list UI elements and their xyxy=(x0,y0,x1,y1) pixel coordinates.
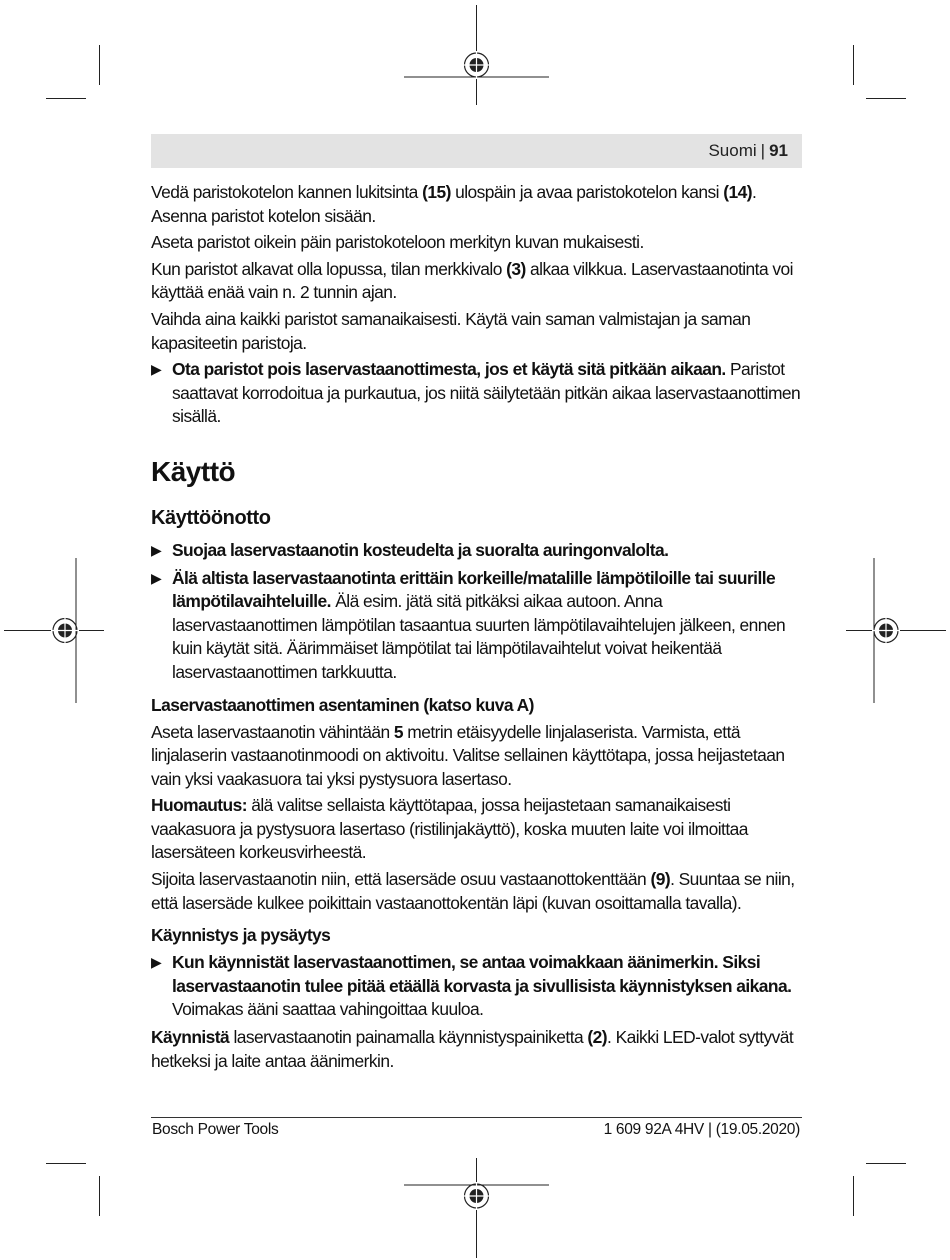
paragraph xyxy=(151,794,802,865)
paragraph xyxy=(151,181,802,228)
text: älä valitse sellaista käyttötapaa, jossa heijastetaan samanaikaisesti vaakasuora ja pystysuora lasertaso (ristilinjakäyttö), koska muuten laite voi ilmoittaa lasersäteen korkeusvirheestä. xyxy=(151,795,748,863)
crop-mark xyxy=(46,1163,86,1164)
paragraph xyxy=(151,258,802,305)
bold-term: Käynnistä xyxy=(151,1027,230,1048)
minor-heading: Laservastaanottimen asentaminen (katso kuva A) xyxy=(151,694,534,715)
bullet-bold-text: Kun käynnistät laservastaanottimen, se antaa voimakkaan äänimerkin. Siksi laservastaanotin tulee pitää etäällä korvasta ja sivullisista käynnistyksen aikana. xyxy=(172,952,792,996)
note-label: Huomautus: xyxy=(151,795,247,816)
text: . Asenna paristot kotelon sisään. xyxy=(151,182,757,226)
text: Sijoita laservastaanotin niin, että lasersäde osuu vastaanottokenttään xyxy=(151,869,651,890)
warning-bullet xyxy=(151,951,802,1022)
header-separator: | xyxy=(760,141,766,160)
crop-mark xyxy=(853,45,854,85)
distance-value: 5 xyxy=(393,721,404,742)
text: . Kaikki LED-valot syttyvät hetkeksi ja laite antaa äänimerkin. xyxy=(151,1027,794,1071)
text: alkaa vilkkua. Laservastaanotinta voi käyttää enää vain n. 2 tunnin ajan. xyxy=(151,258,793,303)
text: Älä esim. jätä sitä pitkäksi aikaa autoon. Anna laservastaanottimen lämpötilan tasaantua suurten lämpötilavaihtelujen jälkeen, ennen kuin käytät sitä. Äärimmäiset lämpötilat tai lämpötilavaihtelut voivat heikentää laservastaanottimen tarkkuutta. xyxy=(172,591,786,682)
paragraph xyxy=(151,868,802,915)
page-header xyxy=(151,134,802,168)
footer-brand: Bosch Power Tools xyxy=(152,1121,279,1138)
warning-bullet xyxy=(151,358,802,429)
registration-mark-icon xyxy=(4,558,104,703)
bullet-triangle-icon: ▶ xyxy=(151,361,162,378)
bullet-bold-text: Ota paristot pois laservastaanottimesta, jos et käytä sitä pitkään aikaan. xyxy=(172,359,726,380)
crop-mark xyxy=(99,45,100,85)
registration-mark-icon xyxy=(404,1158,549,1258)
reference-number: (14) xyxy=(723,182,752,202)
paragraph: Aseta paristot oikein päin paristokoteloon merkityn kuvan mukaisesti. xyxy=(151,232,644,253)
text: Paristot saattavat korrodoitua ja purkautua, jos niitä säilytetään pitkän aikaa laservastaanottimen sisällä. xyxy=(172,359,801,427)
text: Voimakas ääni saattaa vahingoittaa kuuloa. xyxy=(172,999,484,1020)
reference-number: (15) xyxy=(422,182,451,202)
minor-heading: Käynnistys ja pysäytys xyxy=(151,925,331,946)
reference-number: (2) xyxy=(587,1027,607,1048)
crop-mark xyxy=(99,1176,100,1216)
text: laservastaanotin painamalla käynnistyspainiketta xyxy=(229,1027,588,1048)
footer-doc-number: 1 609 92A 4HV | (19.05.2020) xyxy=(603,1121,800,1138)
registration-mark-icon xyxy=(846,558,946,703)
text: Aseta laservastaanotin vähintään xyxy=(151,721,394,742)
paragraph: Vaihda aina kaikki paristot samanaikaisesti. Käytä vain saman valmistajan ja saman kapasiteetin paristoja. xyxy=(151,308,751,353)
section-heading: Käyttö xyxy=(151,455,236,487)
footer-rule xyxy=(151,1117,802,1118)
page-number: 91 xyxy=(769,141,788,160)
crop-mark xyxy=(853,1176,854,1216)
crop-mark xyxy=(866,98,906,99)
text: ulospäin ja avaa paristokotelon kansi xyxy=(450,182,724,202)
reference-number: (9) xyxy=(650,869,671,890)
page-content xyxy=(151,181,802,1076)
paragraph xyxy=(151,1026,802,1073)
warning-bullet xyxy=(151,539,802,563)
text: Vedä paristokotelon kannen lukitsinta xyxy=(151,182,423,202)
bullet-triangle-icon: ▶ xyxy=(151,569,162,586)
bullet-bold-text: Suojaa laservastaanotin kosteudelta ja suoralta auringonvalolta. xyxy=(172,539,669,560)
bullet-bold-text: Älä altista laservastaanotinta erittäin korkeille/matalille lämpötiloille tai suurille lämpötilavaihteluille. xyxy=(172,567,776,612)
text: metrin etäisyydelle linjalaserista. Varmista, että linjalaserin vastaanotinmoodi on aktivoitu. Valitse sellainen käyttötapa, jossa heijastetaan vain yksi vaakasuora tai yksi pystysuora lasertaso. xyxy=(151,721,785,789)
header-section-label: Suomi xyxy=(708,141,757,160)
header-text xyxy=(708,141,788,161)
bullet-triangle-icon: ▶ xyxy=(151,541,162,558)
text: Kun paristot alkavat olla lopussa, tilan merkkivalo xyxy=(151,258,507,279)
crop-mark xyxy=(866,1163,906,1164)
registration-mark-icon xyxy=(404,5,549,105)
subsection-heading: Käyttöönotto xyxy=(151,506,271,529)
crop-mark xyxy=(46,98,86,99)
warning-bullet xyxy=(151,567,802,685)
reference-number: (3) xyxy=(506,258,526,279)
paragraph xyxy=(151,721,802,792)
text: . Suuntaa se niin, että lasersäde kulkee poikittain vastaanottokentän läpi (kuvan osoittamalla tavalla). xyxy=(151,869,795,913)
bullet-triangle-icon: ▶ xyxy=(151,954,162,971)
